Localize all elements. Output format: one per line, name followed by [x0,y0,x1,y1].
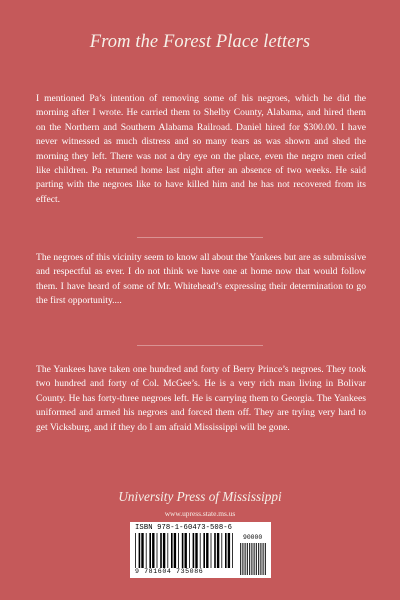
letter-excerpt-3: The Yankees have taken one hundred and forty of Berry Prince’s negroes. They took two hundred and forty of Col. McGee’s. He is a very rich man living in Bolivar County. He has forty-three negroes left. He is carrying them to Georgia. The Yankees uniformed and armed his negroes and forced them off. They are trying very hard to get Vicksburg, and if they do I am afraid Mississippi will be gone. [36,364,366,433]
barcode-bar [253,543,254,575]
barcode-bar [211,533,212,568]
isbn-label: ISBN 978-1-60473-508-6 [135,524,233,532]
letter-excerpt-2: The negroes of this vicinity seem to know all about the Yankees but are as submissive and respectful as ever. I do not think we have one at home now that would follow them. I have heard of some of Mr. Whitehead’s expressing their determination to go the first opportunity.... [36,252,366,307]
barcode-bar [203,533,205,568]
barcode-bar [258,543,259,575]
barcode-bar [232,533,233,568]
barcode-bar [254,543,255,575]
barcode-bar [214,533,216,568]
barcode-bar [247,543,248,575]
barcode-bar [217,533,219,568]
barcode-bar [135,533,136,568]
barcode-bar [225,533,227,568]
barcode-bar [251,543,252,575]
barcode-bar [244,543,245,575]
barcode-digits: 9 781604 735086 [135,568,204,575]
barcode-bar [171,533,173,568]
barcode-bar [152,533,154,568]
barcode-bar [206,533,208,568]
barcode-bar [157,533,158,568]
barcode-bar [174,533,176,568]
barcode-bar [182,533,184,568]
publisher-url: www.upress.state.ms.us [164,509,236,518]
barcode-bar [185,533,187,568]
divider [137,345,263,346]
isbn-barcode [130,522,271,578]
barcode-bar [265,543,266,575]
barcode-bar [245,543,246,575]
barcode-bar [263,543,264,575]
barcode-bar [256,543,257,575]
barcode-bar [167,533,168,568]
barcode-bar [146,533,147,568]
barcode-bar [240,543,241,575]
barcode-bar [221,533,222,568]
barcode-bar [260,543,261,575]
back-cover-title: From the Forest Place letters [89,32,311,52]
barcode-bar [160,533,162,568]
divider [137,237,263,238]
ean-barcode-bars [135,533,235,568]
barcode-bar [195,533,197,568]
barcode-bar [262,543,263,575]
barcode-bar [228,533,230,568]
barcode-bar [139,533,141,568]
letter-excerpt-1: I mentioned Pa’s intention of removing some of his negroes, which he did the morning after I wrote. He carried them to Shelby County, Alabama, and hired them on the Northern and Southern Alabama Railroad. Daniel hired for $300.00. I have never witnessed as much distress and so many tears as was shown and shed the morning they left. There was not a dry eye on the place, even the negro men cried like children. Pa returned home last night after an absence of two weeks. He said parting with the negroes like to have killed him and he has not recovered from its effect. [36,93,366,205]
barcode-bar [149,533,151,568]
barcode-bar [249,543,250,575]
barcode-bar [200,533,201,568]
barcode-bar [242,543,243,575]
barcode-bar [141,533,143,568]
barcode-bar [193,533,195,568]
publisher-name: University Press of Mississippi [118,489,282,504]
barcode-bar [178,533,179,568]
price-code: 90000 [243,534,263,541]
barcode-bar [163,533,165,568]
price-barcode-bars [240,543,267,575]
barcode-bar [189,533,190,568]
